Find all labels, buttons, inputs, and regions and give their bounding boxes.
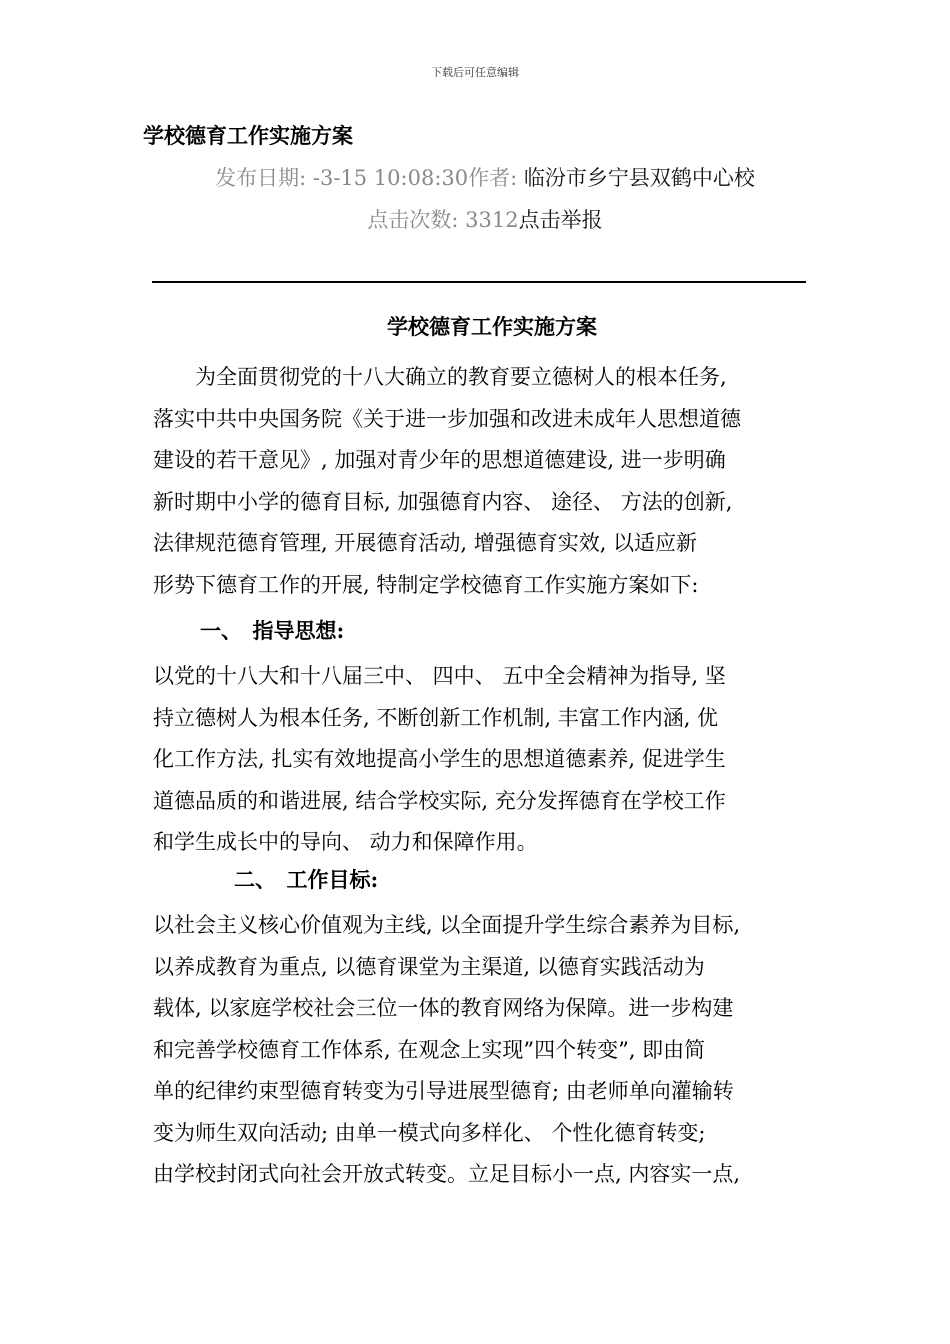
paragraph-line: 建设的若干意见》, 加强对青少年的思想道德建设, 进一步明确 bbox=[153, 448, 726, 472]
guiding-ideology-paragraph bbox=[153, 656, 853, 864]
publish-date-value: -3-15 10:08:30 bbox=[312, 166, 469, 190]
paragraph-line: 新时期中小学的德育目标, 加强德育内容、 途径、 方法的创新, bbox=[153, 489, 733, 514]
paragraph-line: 持立德树人为根本任务, 不断创新工作机制, 丰富工作内涵, 优 bbox=[153, 705, 719, 730]
horizontal-divider bbox=[152, 281, 806, 283]
paragraph-line: 以社会主义核心价值观为主线, 以全面提升学生综合素养为目标, bbox=[153, 913, 741, 937]
paragraph-line: 化工作方法, 扎实有效地提高小学生的思想道德素养, 促进学生 bbox=[153, 747, 726, 771]
paragraph-line: 变为师生双向活动; 由单一模式向多样化、 个性化德育转变; bbox=[153, 1120, 706, 1145]
intro-paragraph bbox=[153, 357, 853, 606]
paragraph-line: 法律规范德育管理, 开展德育活动, 增强德育实效, 以适应新 bbox=[153, 531, 698, 555]
section-heading-work-goals: 二、 工作目标: bbox=[234, 867, 379, 892]
paragraph-line: 以养成教育为重点, 以德育课堂为主渠道, 以德育实践活动为 bbox=[153, 954, 705, 979]
paragraph-line: 以党的十八大和十八届三中、 四中、 五中全会精神为指导, 坚 bbox=[153, 664, 726, 688]
publish-meta-line bbox=[0, 162, 950, 192]
document-title: 学校德育工作实施方案 bbox=[143, 123, 353, 148]
author-label: 作者: bbox=[468, 166, 518, 190]
report-link[interactable]: 点击举报 bbox=[518, 208, 603, 232]
section-heading-guiding-ideology: 一、 指导思想: bbox=[200, 618, 345, 643]
article-title: 学校德育工作实施方案 bbox=[387, 314, 597, 339]
click-count-value: 3312 bbox=[465, 208, 519, 232]
author-value: 临汾市乡宁县双鹤中心校 bbox=[523, 166, 755, 190]
paragraph-line: 和完善学校德育工作体系, 在观念上实现”四个转变”, 即由简 bbox=[153, 1037, 706, 1062]
paragraph-line: 形势下德育工作的开展, 特制定学校德育工作实施方案如下: bbox=[153, 572, 699, 597]
click-count-label: 点击次数: bbox=[367, 208, 459, 232]
paragraph-line: 道德品质的和谐进展, 结合学校实际, 充分发挥德育在学校工作 bbox=[153, 788, 726, 813]
paragraph-line: 由学校封闭式向社会开放式转变。立足目标小一点, 内容实一点, bbox=[153, 1162, 741, 1186]
paragraph-line: 单的纪律约束型德育转变为引导进展型德育; 由老师单向灌输转 bbox=[153, 1079, 734, 1103]
work-goals-paragraph bbox=[153, 905, 853, 1196]
publish-date-label: 发布日期: bbox=[215, 166, 307, 190]
paragraph-line: 载体, 以家庭学校社会三位一体的教育网络为保障。进一步构建 bbox=[153, 996, 734, 1020]
page-header-note: 下载后可任意编辑 bbox=[431, 66, 519, 79]
paragraph-line: 和学生成长中的导向、 动力和保障作用。 bbox=[153, 830, 538, 854]
paragraph-line: 落实中共中央国务院《关于进一步加强和改进未成年人思想道德 bbox=[153, 406, 741, 431]
click-meta-line bbox=[0, 204, 950, 234]
paragraph-line: 为全面贯彻党的十八大确立的教育要立德树人的根本任务, bbox=[153, 365, 727, 389]
